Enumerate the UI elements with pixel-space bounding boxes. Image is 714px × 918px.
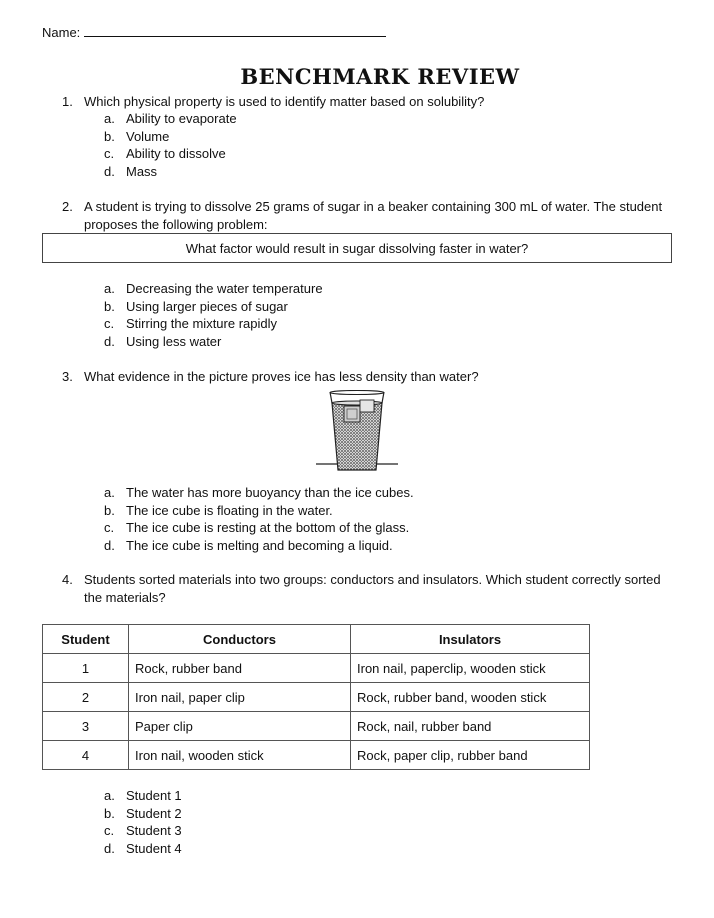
option-text: Student 3 [126, 823, 182, 839]
name-field[interactable] [42, 24, 386, 40]
question-3 [62, 368, 672, 386]
student-cell: 4 [43, 741, 129, 770]
option-letter: d. [104, 333, 115, 349]
option-a[interactable] [104, 484, 414, 502]
table-header-row [43, 625, 590, 654]
question-1 [62, 93, 672, 111]
option-letter: d. [104, 840, 115, 856]
student-cell: 3 [43, 712, 129, 741]
question-4-options [104, 787, 182, 857]
option-letter: a. [104, 788, 115, 803]
option-letter: c. [104, 316, 115, 332]
option-text: The ice cube is melting and becoming a liquid. [126, 537, 393, 553]
page-title: BENCHMARK REVIEW [240, 64, 520, 89]
glass-of-water-with-ice-icon [314, 390, 400, 472]
option-letter: d. [104, 163, 115, 179]
option-text: The ice cube is floating in the water. [126, 502, 333, 518]
option-letter: c. [104, 520, 115, 536]
option-d[interactable] [104, 537, 414, 555]
question-1-options [104, 110, 237, 180]
option-b[interactable] [104, 128, 237, 146]
option-text: The water has more buoyancy than the ice cubes. [126, 485, 414, 500]
option-text: Student 2 [126, 805, 182, 821]
option-text: Volume [126, 128, 170, 144]
question-text: Students sorted materials into two groups: conductors and insulators. Which student correctly sorted the materials? [84, 572, 661, 605]
option-text: Ability to dissolve [126, 146, 226, 162]
option-letter: b. [104, 298, 115, 314]
conductors-cell: Iron nail, paper clip [129, 683, 351, 712]
option-d[interactable] [104, 333, 323, 351]
question-2 [62, 198, 672, 234]
name-label: Name: [42, 25, 81, 40]
option-c[interactable] [104, 145, 237, 163]
question-2-options [104, 280, 323, 350]
name-blank-line[interactable] [84, 24, 386, 37]
option-text: Using less water [126, 333, 222, 349]
insulators-cell: Iron nail, paperclip, wooden stick [351, 654, 590, 683]
option-letter: b. [104, 805, 115, 821]
option-c[interactable] [104, 315, 323, 333]
option-a[interactable] [104, 110, 237, 128]
question-number: 4. [62, 572, 73, 587]
question-number: 1. [62, 94, 73, 109]
student-cell: 2 [43, 683, 129, 712]
option-c[interactable] [104, 822, 182, 840]
problem-statement-box: What factor would result in sugar dissolving faster in water? [42, 233, 672, 263]
option-letter: b. [104, 128, 115, 144]
option-d[interactable] [104, 840, 182, 858]
option-b[interactable] [104, 805, 182, 823]
option-letter: c. [104, 146, 115, 162]
header-student: Student [43, 625, 129, 654]
option-text: Student 1 [126, 788, 182, 803]
option-text: Ability to evaporate [126, 111, 237, 126]
table-row [43, 654, 590, 683]
insulators-cell: Rock, rubber band, wooden stick [351, 683, 590, 712]
option-c[interactable] [104, 519, 414, 537]
option-letter: a. [104, 281, 115, 296]
question-text: A student is trying to dissolve 25 grams of sugar in a beaker containing 300 mL of water. The student proposes the following problem: [84, 199, 663, 232]
insulators-cell: Rock, paper clip, rubber band [351, 741, 590, 770]
question-number: 3. [62, 369, 73, 384]
option-d[interactable] [104, 163, 237, 181]
option-letter: b. [104, 502, 115, 518]
option-text: The ice cube is resting at the bottom of the glass. [126, 520, 410, 536]
question-text: Which physical property is used to identify matter based on solubility? [84, 94, 485, 109]
option-text: Mass [126, 163, 158, 179]
option-text: Student 4 [126, 840, 182, 856]
conductors-cell: Paper clip [129, 712, 351, 741]
option-letter: a. [104, 485, 115, 500]
option-a[interactable] [104, 280, 323, 298]
option-letter: a. [104, 111, 115, 126]
option-letter: c. [104, 823, 115, 839]
table-row [43, 741, 590, 770]
question-4 [62, 571, 672, 607]
conductors-insulators-table [42, 624, 590, 770]
header-conductors: Conductors [129, 625, 351, 654]
option-text: Decreasing the water temperature [126, 281, 323, 296]
conductors-cell: Rock, rubber band [129, 654, 351, 683]
option-a[interactable] [104, 787, 182, 805]
option-letter: d. [104, 537, 115, 553]
question-3-options [104, 484, 414, 554]
option-text: Using larger pieces of sugar [126, 298, 288, 314]
question-number: 2. [62, 199, 73, 214]
insulators-cell: Rock, nail, rubber band [351, 712, 590, 741]
table-row [43, 712, 590, 741]
option-b[interactable] [104, 502, 414, 520]
question-text: What evidence in the picture proves ice has less density than water? [84, 369, 479, 384]
option-b[interactable] [104, 298, 323, 316]
conductors-cell: Iron nail, wooden stick [129, 741, 351, 770]
option-text: Stirring the mixture rapidly [126, 316, 277, 332]
student-cell: 1 [43, 654, 129, 683]
table-row [43, 683, 590, 712]
header-insulators: Insulators [351, 625, 590, 654]
